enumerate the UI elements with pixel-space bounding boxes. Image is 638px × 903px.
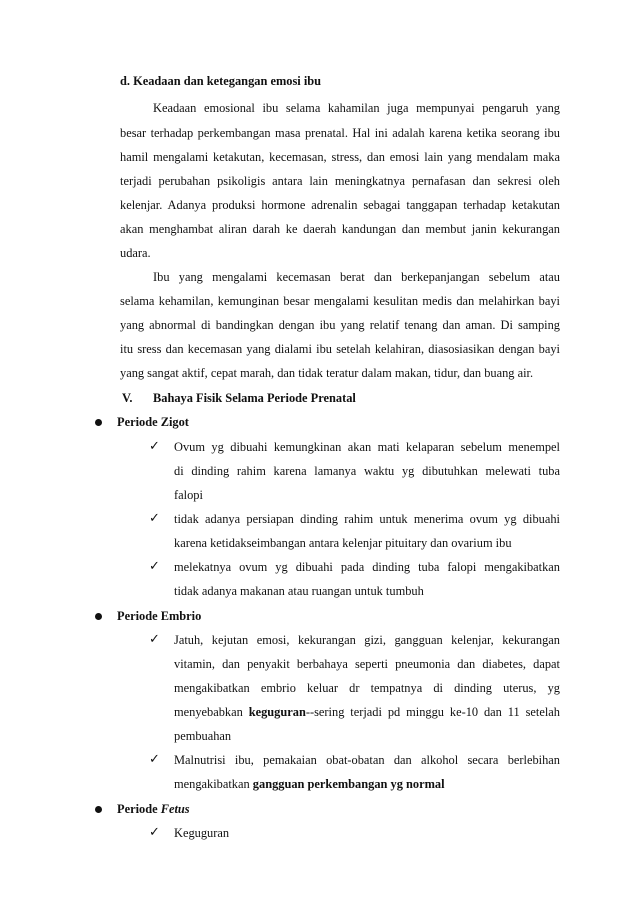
paragraph-line: besar terhadap perkembangan masa prenatal. Hal ini adalah karena ketika seorang ibu	[120, 126, 560, 140]
checkmark-icon: ✓	[149, 752, 160, 767]
paragraph-line: Ibu yang mengalami kecemasan berat dan berkepanjangan sebelum atau	[153, 270, 560, 284]
list-item-line	[174, 776, 445, 792]
filled-circle-bullet-icon	[95, 419, 102, 426]
list-item-line	[174, 704, 560, 720]
list-item-line: tidak adanya makanan atau ruangan untuk tumbuh	[174, 584, 424, 598]
checkmark-icon: ✓	[149, 632, 160, 647]
emphasis-gangguan: gangguan perkembangan yg normal	[252, 777, 445, 791]
period-label: Periode Zigot	[117, 415, 189, 429]
list-item-line: mengakibatkan embrio keluar dr tempatnya di dinding uterus, yg	[174, 681, 560, 695]
period-label: Periode Embrio	[117, 609, 202, 623]
text-run: --sering terjadi pd minggu ke-10 dan 11 setelah	[305, 705, 560, 719]
italic-fetus: Fetus	[160, 802, 190, 816]
paragraph-line: terjadi perubahan psikoligis antara lain meningkatnya pernafasan dan sekresi oleh	[120, 174, 560, 188]
checkmark-icon: ✓	[149, 559, 160, 574]
section-number: V.	[122, 391, 133, 405]
checkmark-icon: ✓	[149, 511, 160, 526]
list-item-line: falopi	[174, 488, 203, 502]
list-item-line: vitamin, dan penyakit berbahaya seperti pneumonia dan diabetes, dapat	[174, 657, 560, 671]
list-item-line: Malnutrisi ibu, pemakaian obat-obatan dan alkohol secara berlebihan	[174, 753, 560, 767]
list-item-line: karena ketidakseimbangan antara kelenjar pituitary dan ovarium ibu	[174, 536, 512, 550]
paragraph-line: yang sangat aktif, cepat marah, dan tidak teratur dalam makan, tidur, dan buang air.	[120, 366, 534, 380]
checkmark-icon: ✓	[149, 825, 160, 840]
list-item-line: melekatnya ovum yg dibuahi pada dinding tuba falopi mengakibatkan	[174, 560, 560, 574]
section-title: Bahaya Fisik Selama Periode Prenatal	[153, 391, 356, 405]
filled-circle-bullet-icon	[95, 613, 102, 620]
list-item-line: Jatuh, kejutan emosi, kekurangan gizi, gangguan kelenjar, kekurangan	[174, 633, 560, 647]
filled-circle-bullet-icon	[95, 806, 102, 813]
list-item-line: Ovum yg dibuahi kemungkinan akan mati kelaparan sebelum menempel	[174, 440, 560, 454]
paragraph-line: itu sress dan kecemasan yang dialami ibu setelah kelahiran, diasosiasikan dengan bayi	[120, 342, 560, 356]
paragraph-line: kelenjar. Adanya produksi hormone adrenalin sebagai tanggapan terhadap ketakutan	[120, 198, 560, 212]
emphasis-keguguran: keguguran	[248, 705, 306, 719]
paragraph-line: yang abnormal di bandingkan dengan ibu yang relatif tenang dan aman. Di samping	[120, 318, 560, 332]
paragraph-line: akan menghambat aliran darah ke daerah kandungan dan membut janin kekurangan	[120, 222, 560, 236]
text-run: mengakibatkan	[174, 777, 253, 791]
text-run: Periode	[117, 802, 161, 816]
list-item-line: di dinding rahim karena lamanya waktu yg dibutuhkan melewati tuba	[174, 464, 560, 478]
checkmark-icon: ✓	[149, 439, 160, 454]
list-item-line: pembuahan	[174, 729, 232, 743]
list-item-line: Keguguran	[174, 826, 230, 840]
paragraph-line: udara.	[120, 246, 151, 260]
paragraph-line: hamil mengalami ketakutan, kecemasan, stress, dan emosi lain yang mendalam maka	[120, 150, 560, 164]
list-item-line: tidak adanya persiapan dinding rahim untuk menerima ovum yg dibuahi	[174, 512, 560, 526]
text-run: menyebabkan	[174, 705, 249, 719]
paragraph-line: selama kehamilan, kemunginan besar mengalami kesulitan medis dan melahirkan bayi	[120, 294, 560, 308]
paragraph-line: Keadaan emosional ibu selama kahamilan juga mempunyai pengaruh yang	[153, 101, 560, 115]
period-label	[117, 801, 190, 817]
subsection-heading: d. Keadaan dan ketegangan emosi ibu	[120, 74, 322, 88]
